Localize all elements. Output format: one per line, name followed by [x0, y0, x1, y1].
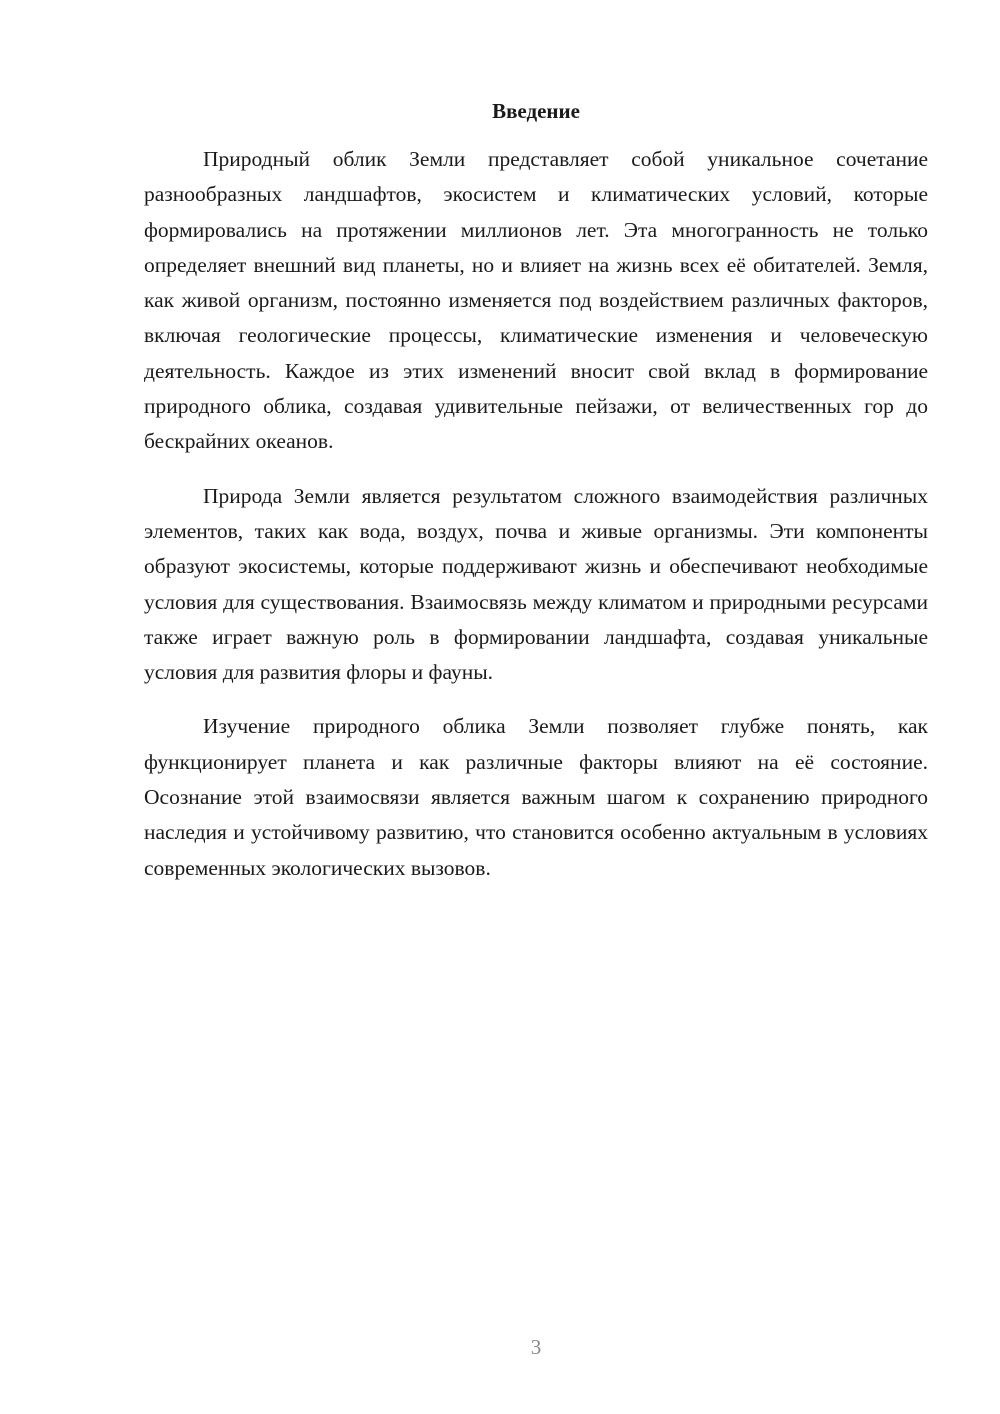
paragraph-1: Природный облик Земли представляет собой уникальное сочетание разнообразных ландшафтов, экосистем и климатических условий, которые формировались на протяжении миллионов лет. Эта многогранность не только определяет внешний вид планеты, но и влияет на жизнь всех её обитателей. Земля, как живой организм, постоянно изменяется под воздействием различных факторов, включая геологические процессы, климатические изменения и человеческую деятельность. Каждое из этих изменений вносит свой вклад в формирование природного облика, создавая удивительные пейзажи, от величественных гор до бескрайних океанов. — [144, 147, 928, 454]
page-number: 3 — [530, 1335, 542, 1359]
paragraph-3: Изучение природного облика Земли позволяет глубже понять, как функционирует планета и как различные факторы влияют на её состояние. Осознание этой взаимосвязи является важным шагом к сохранению природного наследия и устойчивому развитию, что становится особенно актуальным в условиях современных экологических вызовов. — [144, 714, 928, 880]
paragraph-2: Природа Земли является результатом сложного взаимодействия различных элементов, таких как вода, воздух, почва и живые организмы. Эти компоненты образуют экосистемы, которые поддерживают жизнь и обеспечивают необходимые условия для существования. Взаимосвязь между климатом и природными ресурсами также играет важную роль в формировании ландшафта, создавая уникальные условия для развития флоры и фауны. — [144, 483, 928, 685]
section-heading: Введение — [492, 99, 580, 123]
body-text — [144, 142, 928, 905]
